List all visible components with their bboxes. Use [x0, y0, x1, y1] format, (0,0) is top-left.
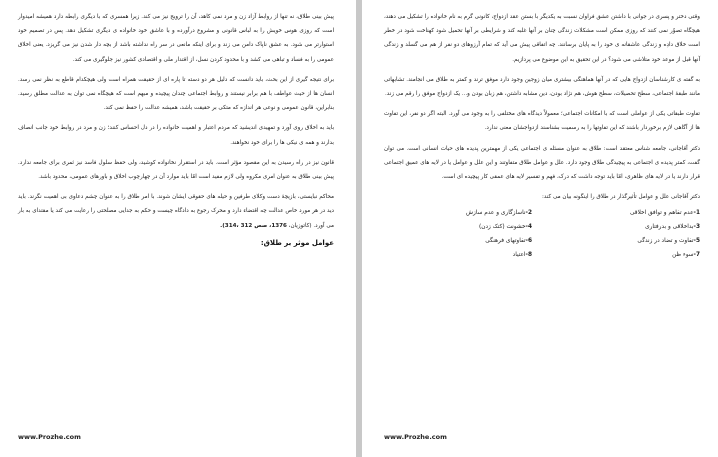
footer-url: www.Prozhe.com — [18, 433, 81, 441]
factors-list — [384, 210, 700, 258]
list-item — [552, 252, 700, 258]
left-page — [0, 0, 356, 457]
item-label: تفاوتهای فرهنگی — [485, 238, 526, 245]
item-number: 3- — [693, 224, 700, 231]
right-page — [362, 0, 718, 457]
item-number: 4- — [525, 224, 532, 231]
list-item — [384, 238, 532, 244]
list-item — [552, 224, 700, 230]
item-number: 1- — [693, 210, 700, 217]
paragraph — [18, 190, 334, 233]
paragraph: باید به اخلاق روی آورد و تمهیدی اندیشید که مردم اعتبار و اهمیت خانواده را در دل احساس کنند؛ زن و مرد در روابط خود جانب انصاف بدارند و همه ی نیکی ها را برای خود نخواهند. — [18, 125, 334, 146]
paragraph: وقتی دختر و پسری در جوانی با داشتن عشق فراوان نسبت به یکدیگر با بستن عقد ازدواج، کانونی گرم به نام خانواده را تشکیل می دهند، هیچگاه تصوّر نمی کنند که روزی ممکن است مشکلات زندگی چنان بر آنها غلبه کند و شرایطی بر آنها تحمیل شود کهناخت شود در خطر است خلاق دادِه و زندگی عاشقانه ی خود را به پایان برسانند. چه اتفاقی پیش می آید که تمام آرزوهای دو نفر از هم می گسلد و زندگی آنها قبل از موعد خود متلاشی می شود؟ در این تحقیق به این موضوع می پردازیم. — [384, 14, 700, 63]
item-label: سوء ظن — [672, 252, 694, 259]
paragraph: تفاوت طبقاتی یکی از عواملی است که با امکانات اجتماعی؛ معمولاً دیدگاه های مختلفی را به وجود می آورد. البته اگر دو نفر، این تفاوت ها از آگاهی لازم برخوردار باشند که این تفاوتها را به رسمیت بشناسند ازدواجشان معنی ندارد. — [384, 111, 700, 132]
item-label: بداخلاقی و بدرفتاری — [645, 224, 694, 231]
list-item — [384, 224, 532, 230]
item-number: 5- — [693, 238, 700, 245]
item-number: 6- — [525, 238, 532, 245]
item-number: 8- — [525, 252, 532, 259]
list-item — [384, 210, 532, 216]
paragraph: دکتر آقاجانی، جامعه شناس معتقد است: طلاق به عنوان مسئله ی اجتماعی یکی از مهمترین پدیده های حیات انسانی است. می توان گفت، کمتر پدیده ی اجتماعی به پیچیدگی طلاق وجود دارد. علل و عوامل طلاق متفاوتند و این علل و عوامل یا در لایه های عمیق اجتماعی قرار دارند یا در لایه های ظاهری، امّا باید توجه داشت که درک، فهم و تفسیر لایه های عمقی کار پیچیده ای است. — [384, 145, 700, 181]
item-label: عدم تفاهم و توافق اخلاقی — [629, 210, 694, 217]
list-item — [552, 238, 700, 244]
item-label: اعتیاد — [512, 252, 526, 259]
item-label: ناسازگاری و عدم سازش — [465, 210, 526, 217]
item-number: 2- — [525, 210, 532, 217]
footer-url: www.Prozhe.com — [384, 433, 447, 441]
item-label: تفاوت و تضاد در زندگی — [637, 238, 694, 245]
paragraph-text: محاکم نبایستی، بازیچۀ دست وکلای طرفین و حیله های حقوقی ایشان شوند. با امر طلاق را به عنوان چشم دعاوی بی اهمیت نگرند. باید دید در هر مورد خاص عدالت چه اقتضاء دارد و محرک رجوع به دادگاه چیست و حکم به جدایی مصلحتی را رعایت می کند یا مقتدای به بار می آورد. (کاتوزیان، — [18, 194, 334, 229]
citation: 1376، صص 312 ،314). — [220, 222, 287, 229]
paragraph: به گفته ی کارشناسان ازدواج هایی که در آنها هماهنگی بیشتری میان زوجین وجود دارد موفق ترند و کمتر به طلاق می انجامند. تشابهاتی مانند طبقۀ اجتماعی، سطح تحصیلات، سطح هوش، هم نژاد بودن، دین مشابه داشتن، هم زبان بودن و... یک ازدواج موفق را رقم می زند. — [384, 76, 700, 98]
list-item — [384, 252, 532, 258]
section-heading: عوامل موثر بر طلاق: — [260, 238, 334, 247]
paragraph: قانون نیز در راه رسیدن به این مقصود مؤثر است. باید در استقرار نخانواده کوشید، ولی حفظ سلول فاسد نیز ثمری برای جامعه ندارد. پیش بینی طلاق به عنوان امری مکروه ولی لازم مفید است امّا باید موارد آن در چهارچوب اخلاق و باورهای عمومی، محدود باشد. — [18, 159, 334, 181]
paragraph: پیش بینی طلاق، نه تنها از روابط آزاد زن و مرد نمی کاهد، آن را ترویج نیز می کند. زیرا همسری که با دیگری رابطه دارد همیشه امیدوار است که روزی هوس خویش را به لباس قانونی و مشروع درآورده و با عاشق خود خانواده ی دیگری تشکیل دهد. پس در تصمیم خود استوارتر می شود. به عشق ناپاک دامن می زند و برای اینکه مانعی در سر راه نداشته باشد از بچه دار شدن نیز می گریزد. یعنی اخلاق عمومی را به فساد و تباهی می کشد و با محدود کردن نسل، از اقتدار ملی و اقتصادی کشور نیز جلوگیری می کند. — [18, 14, 334, 63]
list-item — [552, 210, 700, 216]
item-label: خشونت (کتک زدن) — [478, 224, 526, 231]
paragraph: برای نتیجه گیری از این بحث، باید دانست که دلیل هر دو دسته تا پاره ای از حقیقت همراه است ولی هیچکدام قاطع به نظر نمی رسد. انسان ها از حیث عواطف با هم برابر نیستند و روابط اجتماعی چندان پیچیده و مبهم است که هیچگاه نمی توان به عدالت مطلق رسید. بنابراین، قانون عمومی و نوعی هر اندازه که متکی بر حقیقت باشد، همیشه عدالت را حفظ نمی کند. — [18, 76, 334, 112]
paragraph: دکتر آقاجانی علل و عوامل تأثیرگذار در طلاق را اینگونه بیان می کند: — [542, 194, 700, 201]
item-number: 7- — [693, 252, 700, 259]
